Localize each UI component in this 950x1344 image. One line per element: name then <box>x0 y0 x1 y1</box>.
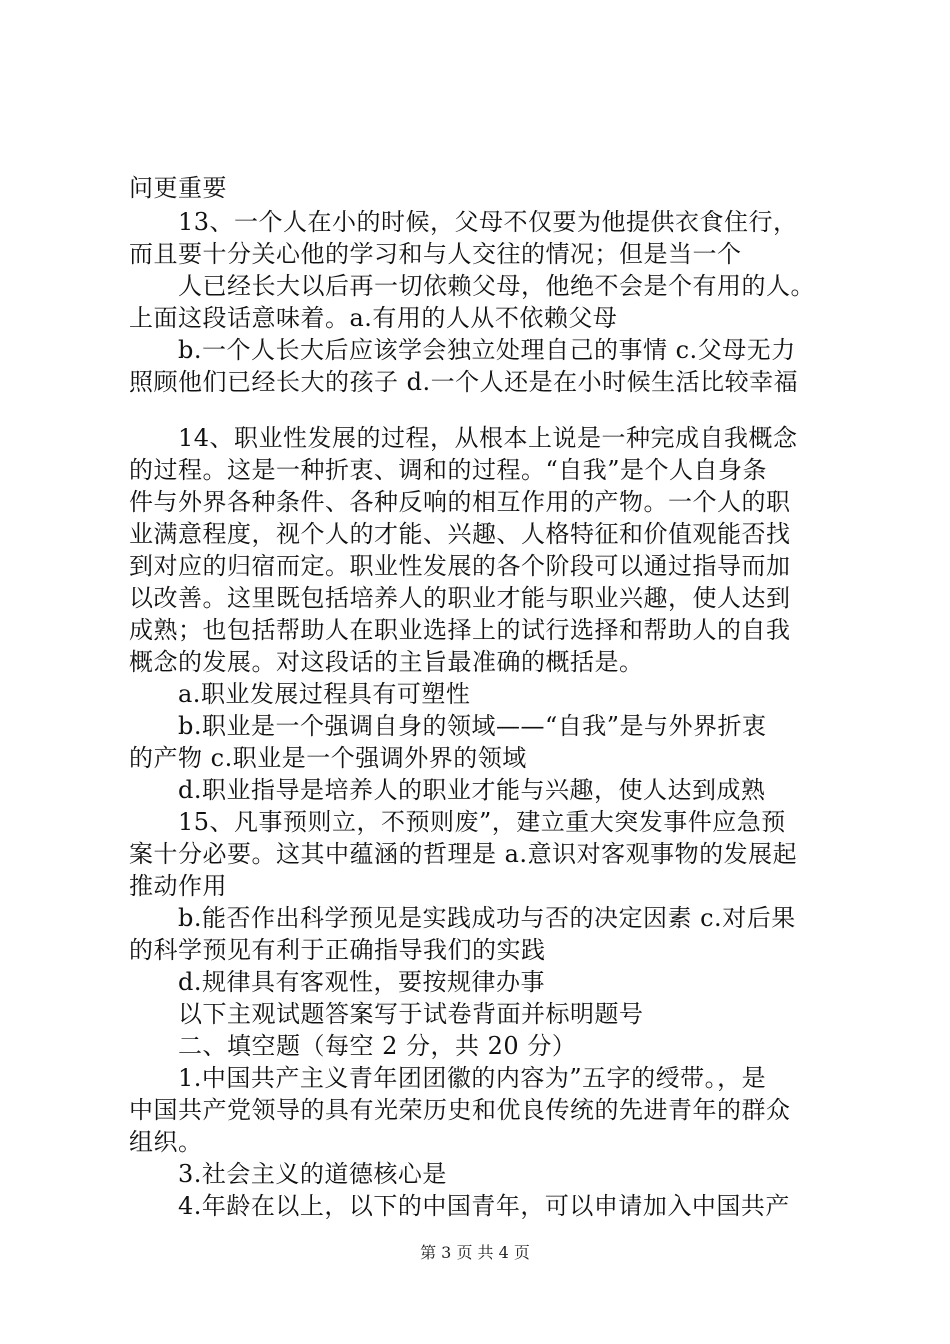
text-line: 上面这段话意味着。a.有用的人从不依赖父母 <box>129 304 618 332</box>
text-line: 而且要十分关心他的学习和与人交往的情况；但是当一个 <box>129 240 742 268</box>
text-line: b.一个人长大后应该学会独立处理自己的事情 c.父母无力 <box>178 336 796 364</box>
text-line: 的产物 c.职业是一个强调外界的领域 <box>129 744 527 772</box>
text-line: d.规律具有客观性，要按规律办事 <box>178 968 545 996</box>
text-line: 中国共产党领导的具有光荣历史和优良传统的先进青年的群众 <box>129 1096 791 1124</box>
text-line: b.职业是一个强调自身的领域——“自我”是与外界折衷 <box>178 712 767 740</box>
text-line: 推动作用 <box>129 872 227 900</box>
text-line: 的过程。这是一种折衷、调和的过程。“自我”是个人自身条 <box>129 456 768 484</box>
text-line: a.职业发展过程具有可塑性 <box>178 680 471 708</box>
text-line: 3.社会主义的道德核心是 <box>178 1160 447 1188</box>
text-line: 问更重要 <box>129 174 227 202</box>
text-line: b.能否作出科学预见是实践成功与否的决定因素 c.对后果 <box>178 904 796 932</box>
text-line: 组织。 <box>129 1128 203 1156</box>
text-line: 人已经长大以后再一切依赖父母，他绝不会是个有用的人。 <box>178 272 815 300</box>
text-line: 以下主观试题答案写于试卷背面并标明题号 <box>178 1000 644 1028</box>
text-line: 4.年龄在以上，以下的中国青年，可以申请加入中国共产 <box>178 1192 790 1220</box>
text-line: 15、凡事预则立，不预则废”，建立重大突发事件应急预 <box>178 808 786 836</box>
text-line: 照顾他们已经长大的孩子 d.一个人还是在小时候生活比较幸福 <box>129 368 799 396</box>
text-line: d.职业指导是培养人的职业才能与兴趣，使人达到成熟 <box>178 776 766 804</box>
text-line: 概念的发展。对这段话的主旨最准确的概括是。 <box>129 648 644 676</box>
text-line: 成熟；也包括帮助人在职业选择上的试行选择和帮助人的自我 <box>129 616 791 644</box>
text-line: 件与外界各种条件、各种反响的相互作用的产物。一个人的职 <box>129 488 791 516</box>
text-line: 以改善。这里既包括培养人的职业才能与职业兴趣，使人达到 <box>129 584 791 612</box>
text-line: 13、一个人在小的时候，父母不仅要为他提供衣食住行， <box>178 208 798 236</box>
text-line: 1.中国共产主义青年团团徽的内容为”五字的绶带。，是 <box>178 1064 767 1092</box>
text-line: 到对应的归宿而定。职业性发展的各个阶段可以通过指导而加 <box>129 552 791 580</box>
page-number-footer: 第 3 页 共 4 页 <box>420 1243 530 1262</box>
text-line: 案十分必要。这其中蕴涵的哲理是 a.意识对客观事物的发展起 <box>129 840 798 868</box>
text-line: 的科学预见有利于正确指导我们的实践 <box>129 936 546 964</box>
section-heading: 二、填空题（每空 2 分，共 20 分） <box>178 1032 577 1060</box>
text-line: 14、职业性发展的过程，从根本上说是一种完成自我概念 <box>178 424 798 452</box>
text-line: 业满意程度，视个人的才能、兴趣、人格特征和价值观能否找 <box>129 520 791 548</box>
